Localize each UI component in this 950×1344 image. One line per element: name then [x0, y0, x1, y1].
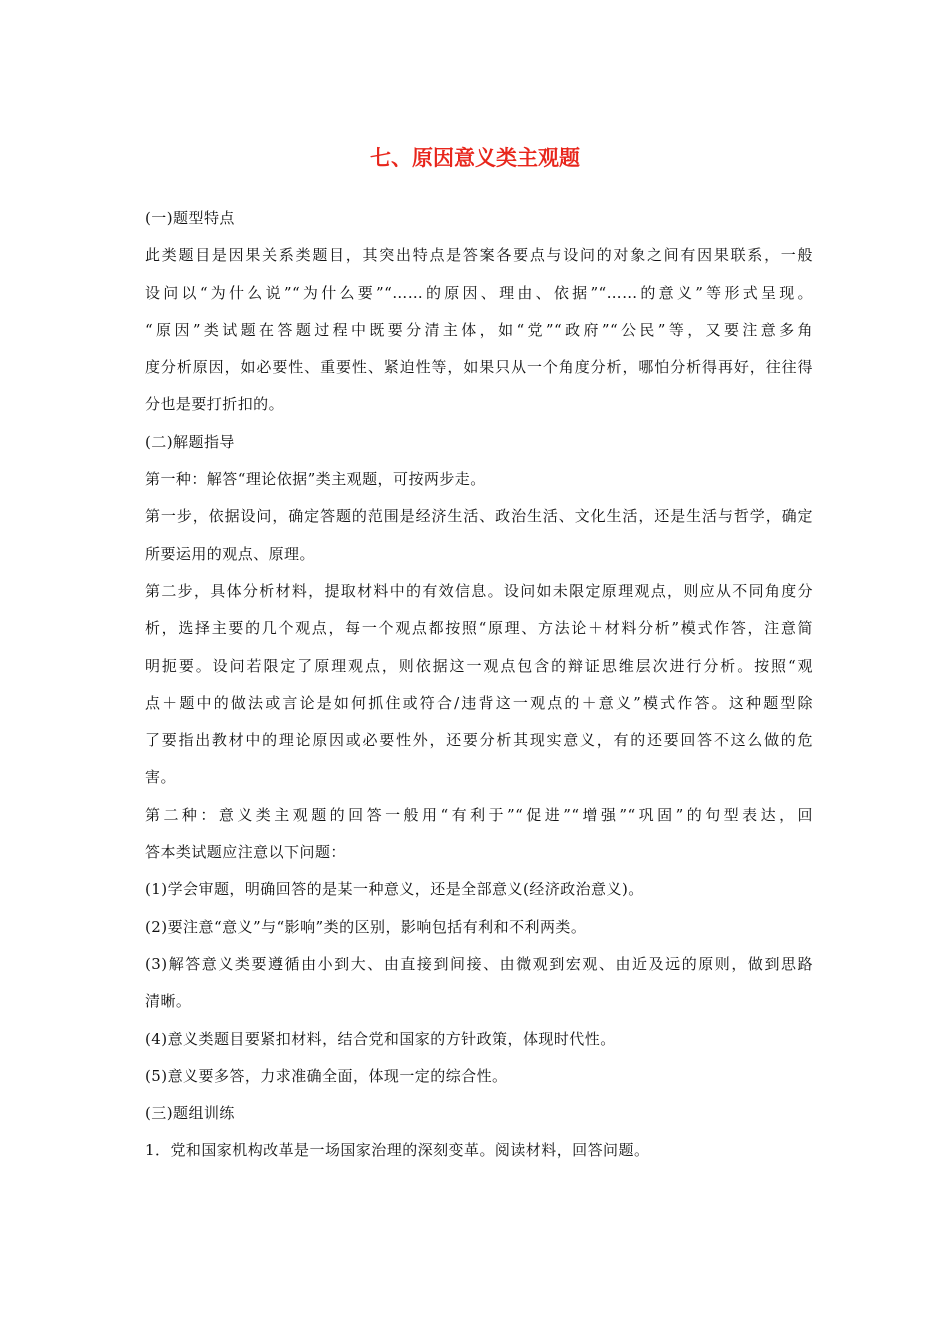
page-title: 七、原因意义类主观题 [370, 146, 580, 170]
paragraph-line: 第一步，依据设问，确定答题的范围是经济生活、政治生活、文化生活，还是生活与哲学，确定 [145, 507, 813, 526]
section-heading-practice: (三)题组训练 [145, 1104, 235, 1123]
list-item: (4)意义类题目要紧扣材料，结合党和国家的方针政策，体现时代性。 [145, 1029, 616, 1048]
paragraph-line: 了要指出教材中的理论原因或必要性外，还要分析其现实意义，有的还要回答不这么做的危 [145, 731, 813, 750]
paragraph-line: 第二种：意义类主观题的回答一般用“有利于”“促进”“增强”“巩固”的句型表达，回 [145, 805, 813, 824]
paragraph-line: 分也是要打折扣的。 [145, 395, 285, 414]
section-heading-features: (一)题型特点 [145, 209, 235, 227]
list-item-continuation: 清晰。 [145, 992, 192, 1011]
list-item: (2)要注意“意义”与“影响”类的区别，影响包括有利和不利两类。 [145, 917, 587, 936]
paragraph-line: 答本类试题应注意以下问题： [145, 843, 346, 862]
section-heading-guidance: (二)解题指导 [145, 432, 235, 451]
paragraph-line: 设问以“为什么说”“为什么要”“……的原因、理由、依据”“……的意义”等形式呈现。 [145, 283, 813, 302]
paragraph-line: “原因”类试题在答题过程中既要分清主体，如“党”“政府”“公民”等，又要注意多角 [145, 320, 813, 339]
paragraph-line: 度分析原因，如必要性、重要性、紧迫性等，如果只从一个角度分析，哪怕分析得再好，往往得 [145, 358, 813, 377]
paragraph-line: 析，选择主要的几个观点，每一个观点都按照“原理、方法论＋材料分析”模式作答，注意简 [145, 619, 813, 638]
paragraph-line: 明扼要。设问若限定了原理观点，则依据这一观点包含的辩证思维层次进行分析。按照“观 [145, 656, 813, 675]
paragraph-line: 害。 [145, 768, 176, 787]
list-item: (5)意义要多答，力求准确全面，体现一定的综合性。 [145, 1066, 508, 1085]
document-body [145, 200, 813, 1170]
paragraph-line: 所要运用的观点、原理。 [145, 544, 315, 563]
list-item: (3)解答意义类要遵循由小到大、由直接到间接、由微观到宏观、由近及远的原则，做到思路 [145, 954, 813, 973]
paragraph-line: 点＋题中的做法或言论是如何抓住或符合/违背这一观点的＋意义”模式作答。这种题型除 [145, 693, 813, 712]
paragraph-line: 第二步，具体分析材料，提取材料中的有效信息。设问如未限定原理观点，则应从不同角度分 [145, 581, 813, 600]
paragraph-line: 此类题目是因果关系类题目，其突出特点是答案各要点与设问的对象之间有因果联系，一般 [145, 246, 813, 265]
question-item: 1．党和国家机构改革是一场国家治理的深刻变革。阅读材料，回答问题。 [145, 1141, 650, 1160]
list-item: (1)学会审题，明确回答的是某一种意义，还是全部意义(经济政治意义)。 [145, 880, 644, 899]
paragraph-line: 第一种：解答“理论依据”类主观题，可按两步走。 [145, 470, 486, 489]
